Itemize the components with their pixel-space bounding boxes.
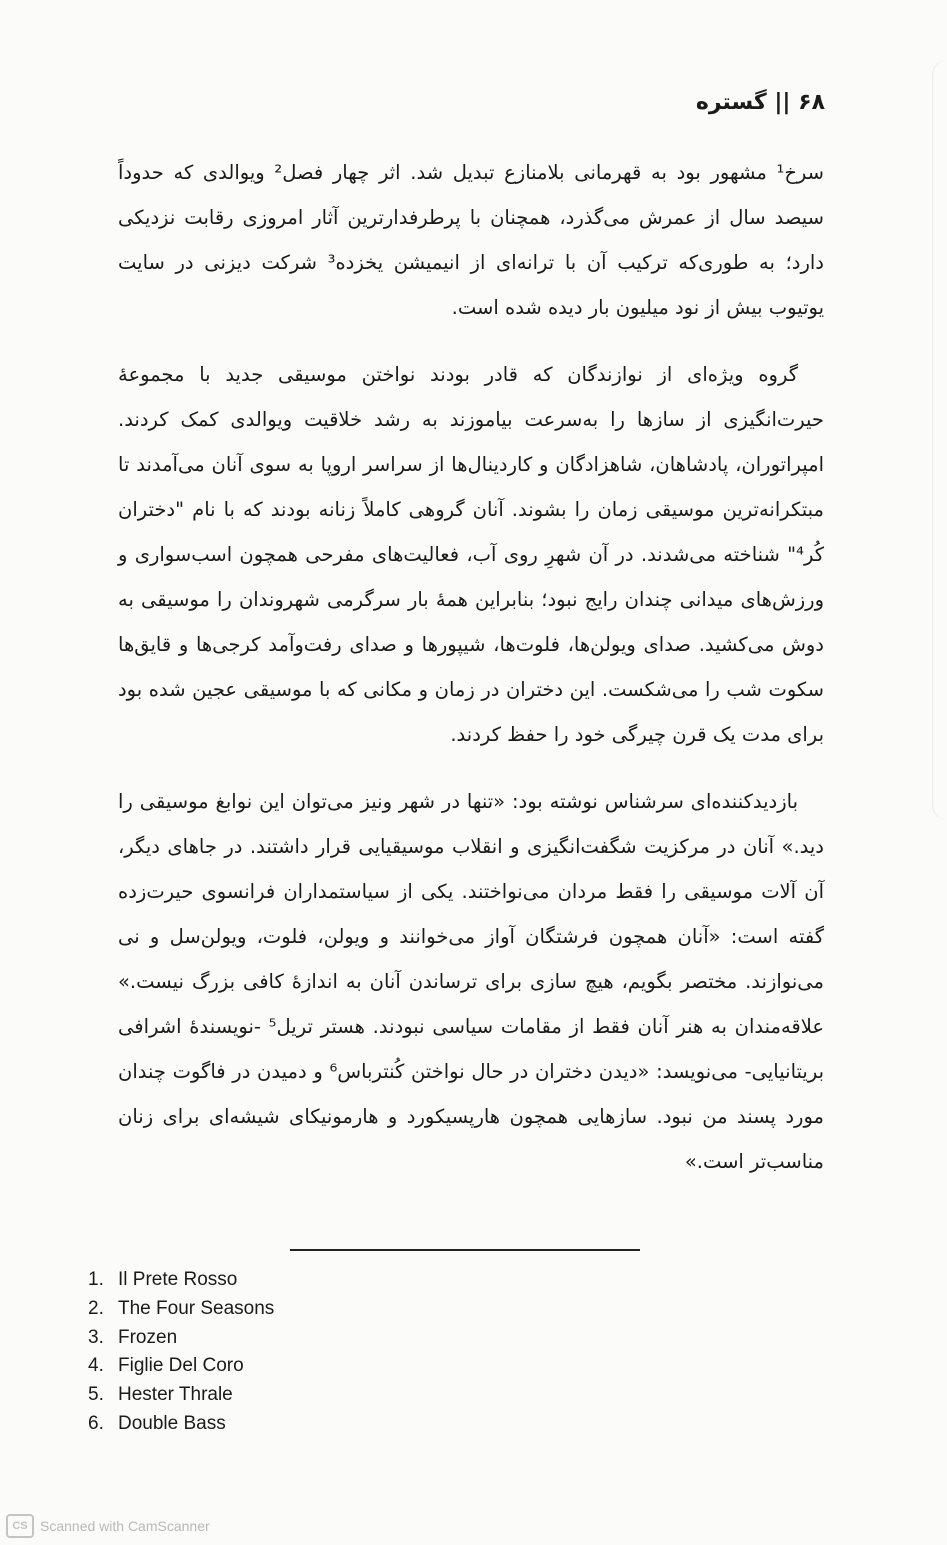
footnote-item: 3. Frozen — [88, 1326, 178, 1348]
paragraph: بازدیدکننده‌ای سرشناس نوشته بود: «تنها در شهر ونیز می‌توان این نوابغ موسیقی را دید.» آنان در مرکزیت شگفت‌انگیزی و انقلاب موسیقیایی قرار داشتند. در جاهای دیگر، آن آلات موسیقی را فقط مردان می‌نواختند. یکی از سیاستمداران فرانسوی حیرت‌زده گفته است: «آنان همچون فرشتگان آواز می‌خوانند و ویولن، فلوت، ویولن‌سل و نی می‌نوازند. مختصر بگویم، هیچ سازی برای ترساندن آنان به اندازهٔ کافی بزرگ نیست.» علاقه‌مندان به هنر آنان فقط از مقامات سیاسی نبودند. هستر تریل⁵ -نویسندهٔ اشرافی بریتانیایی- می‌نویسد: «دیدن دختران در حال نواختن کُنترباس⁶ و دمیدن در فاگوت چندان مورد پسند من نبود. سازهایی همچون هارپسیکورد و هارمونیکای شیشه‌ای برای زنان مناسب‌تر است.» — [118, 790, 825, 1173]
footnote-item: 1. Il Prete Rosso — [88, 1269, 238, 1290]
book-title: گستره — [695, 90, 767, 115]
footnote-item: 4. Figlie Del Coro — [88, 1355, 244, 1377]
paragraph: سرخ¹ مشهور بود به قهرمانی بلامنازع تبدیل شد. اثر چهار فصل² ویوالدی که حدوداً سیصد سال از عمرش می‌گذرد، همچنان با پرطرفدارترین آثار امروزی رقابت نزدیکی دارد؛ به طوری‌که ترکیب آن با ترانه‌ای از انیمیشن یخزده³ شرکت دیزنی در سایت یوتیوب بیش از نود میلیون بار دیده شده است. — [118, 161, 824, 319]
paragraph: گروه ویژه‌ای از نوازندگان که قادر بودند نواختن موسیقی جدید با مجموعهٔ حیرت‌انگیزی از سازها را به‌سرعت بیاموزند به رشد خلاقیت ویوالدی کمک کردند. امپراتوران، پادشاهان، شاهزادگان و کاردینال‌ها از سراسر اروپا به سوی آنان می‌آمدند تا مبتکرانه‌ترین موسیقی زمان را بشوند. آنان گروهی کاملاً زنانه بودند که با نام "دختران کُر⁴" شناخته می‌شدند. در آن شهرِ روی آب، فعالیت‌های مفرحی همچون اسب‌سواری و ورزش‌های میدانی چندان رایج نبود؛ بنابراین همهٔ بار سرگرمی شهروندان را موسیقی به دوش می‌کشید. صدای ویولن‌ها، فلوت‌ها، شیپورها و صدای رفت‌وآمد کرجی‌ها و قایق‌ها سکوت شب را می‌شکست. این دختران در زمان و مکانی که با موسیقی عجین شده بود برای مدت یک قرن چیرگی خود را حفظ کردند. — [118, 363, 824, 746]
page-header — [696, 90, 825, 115]
page-edge — [932, 60, 947, 820]
page-number: ۶۸ — [798, 90, 825, 115]
header-separator: || — [774, 90, 791, 115]
body-text — [118, 150, 824, 1206]
footnote-item: 6. Double Bass — [88, 1412, 226, 1434]
footnote-item: 2. The Four Seasons — [88, 1297, 275, 1319]
camscanner-logo-icon: CS — [6, 1514, 34, 1538]
footnote-divider — [290, 1249, 640, 1251]
footnote-item: 5. Hester Thrale — [88, 1384, 233, 1406]
watermark-text: Scanned with CamScanner — [40, 1518, 210, 1534]
camscanner-watermark — [6, 1515, 210, 1537]
footnotes-list — [88, 1266, 274, 1439]
